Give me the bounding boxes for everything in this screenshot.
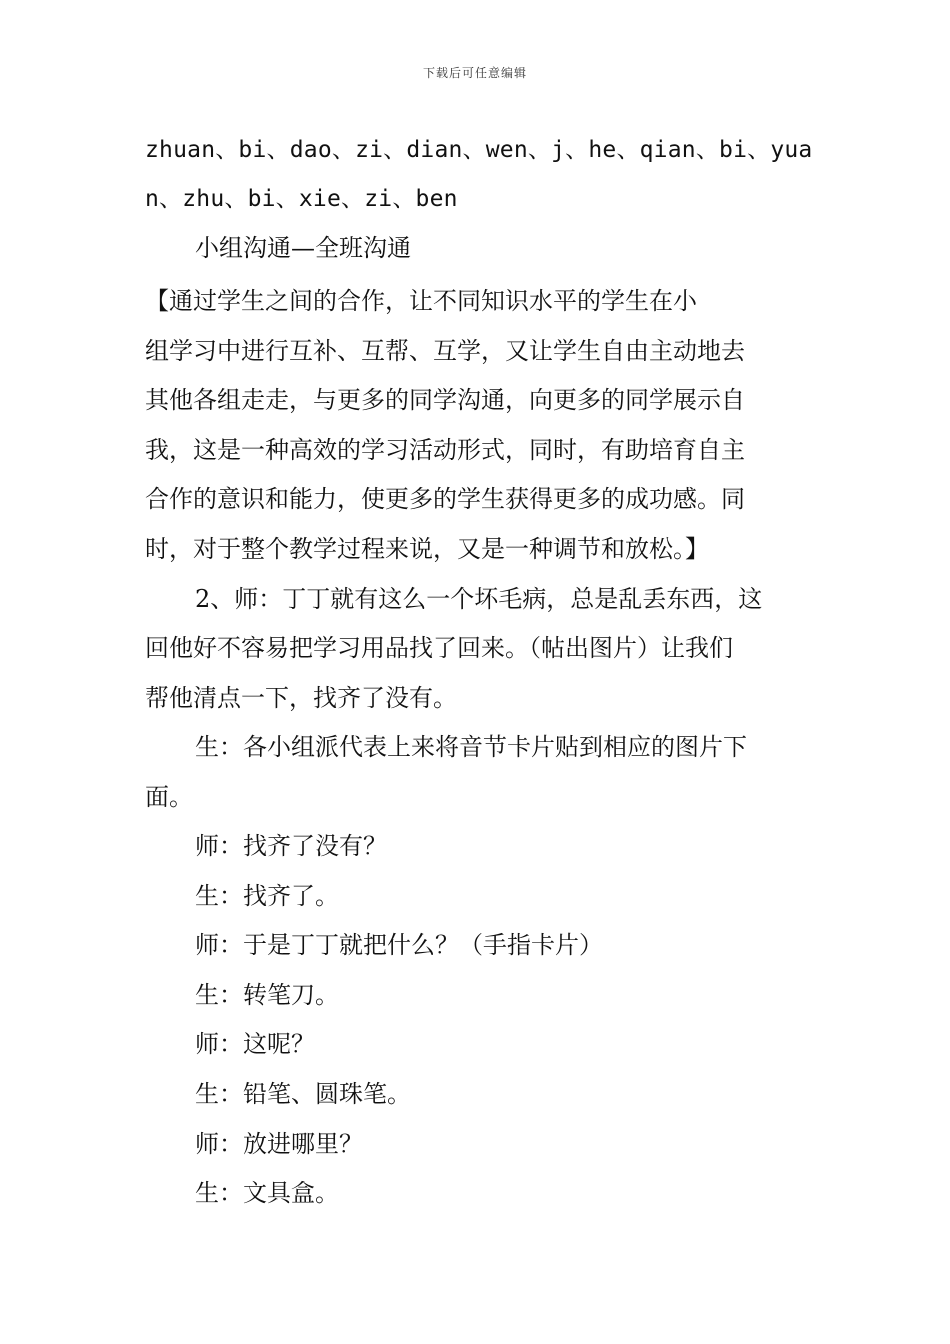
paragraph-line: 2、师：丁丁就有这么一个坏毛病，总是乱丢东西，这	[195, 585, 763, 613]
dialogue-line: 生：找齐了。	[195, 882, 339, 910]
paragraph-line: 时，对于整个教学过程来说，又是一种调节和放松。】	[145, 535, 709, 563]
paragraph-line: 帮他清点一下，找齐了没有。	[145, 684, 457, 712]
paragraph-line: 【通过学生之间的合作，让不同知识水平的学生在小	[145, 287, 697, 315]
paragraph-line: 回他好不容易把学习用品找了回来。（帖出图片）让我们	[145, 634, 733, 662]
paragraph-line: 合作的意识和能力，使更多的学生获得更多的成功感。同	[145, 485, 745, 513]
dialogue-line: 师：这呢？	[195, 1030, 315, 1058]
pinyin-line-2: n、zhu、bi、xie、zi、ben	[145, 186, 458, 212]
dialogue-line: 师：找齐了没有？	[195, 832, 387, 860]
pinyin-line-1: zhuan、bi、dao、zi、dian、wen、j、he、qian、bi、yua	[145, 137, 813, 163]
dialogue-line: 生：文具盒。	[195, 1179, 339, 1207]
dialogue-line: 生：铅笔、圆珠笔。	[195, 1080, 411, 1108]
paragraph-line: 组学习中进行互补、互帮、互学，又让学生自由主动地去	[145, 337, 745, 365]
dialogue-line: 师：放进哪里？	[195, 1130, 363, 1158]
paragraph-line: 生：各小组派代表上来将音节卡片贴到相应的图片下	[195, 733, 747, 761]
page-header: 下载后可任意编辑	[422, 66, 527, 80]
paragraph-line: 面。	[145, 783, 193, 811]
paragraph-line: 我，这是一种高效的学习活动形式，同时，有助培育自主	[145, 436, 745, 464]
dialogue-line: 师：于是丁丁就把什么？（手指卡片）	[195, 931, 603, 959]
paragraph-line: 其他各组走走，与更多的同学沟通，向更多的同学展示自	[145, 386, 745, 414]
dialogue-line: 生：转笔刀。	[195, 981, 339, 1009]
section-heading: 小组沟通—全班沟通	[195, 234, 411, 262]
